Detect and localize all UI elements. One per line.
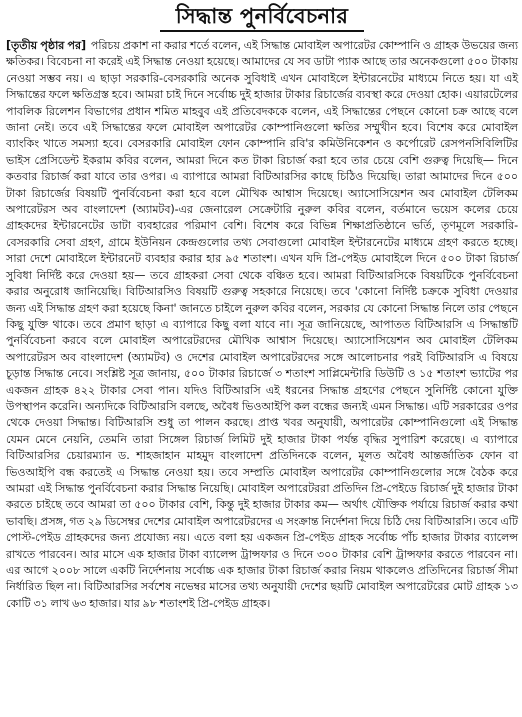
headline: সিদ্ধান্ত পুনর্বিবেচনার: [160, 4, 365, 32]
headline-container: [6, 0, 518, 32]
article-paragraph: পরিচয় প্রকাশ না করার শর্তে বলেন, এই সিদ্ধান্ত মোবাইল অপারেটর কোম্পানি ও গ্রাহক উভয়ের জন্য ক্ষতিকর। বিবেচনা না করেই এই সিদ্ধান্ত নেওয়া হয়েছে। আমাদের যে সব ডাটা প্যাক আছে তার অনেকগুলো ৫০০ টাকায় নেওয়া সম্ভব নয়। এ ছাড়া সরকারি-বেসরকারি অনেক সুবিধাই এখন মোবাইলে ইন্টারনেটের মাধ্যমে নিতে হয়। যা এই সিদ্ধান্তের ফলে ক্ষতিগ্রস্ত হবে। আমরা চাই দিনে সর্বোচ্চ দুই হাজার টাকার রিচার্জের ব্যবস্থা করে দেওয়া হোক। এয়ারটেলের পাবলিক রিলেশন বিভাগের প্রধান শমিত মাহবুব এই প্রতিবেদককে বলেন, এই সিদ্ধান্তের পেছনে কোনো চক্র আছে বলে জানা নেই। তবে এই সিদ্ধান্তের ফলে মোবাইল অপারেটর কোম্পানিগুলো ক্ষতির সম্মুখীন হবে। বিশেষ করে মোবাইল ব্যাংকিং খাতে সমস্যা হবে। বেসরকারি মোবাইল ফোন কোম্পানি রবি'র কমিউনিকেশন ও কর্পোরেট রেসপনসিবিলিটির ভাইস প্রেসিডেন্ট ইকরাম কবির বলেন, আমরা দিনে কত টাকা রিচার্জ করা হবে তার চেয়ে বেশি গুরুত্ব দিয়েছি— দিনে কতবার রিচার্জ করা যাবে তার ওপর। এ ব্যাপারে আমরা বিটিআরসির কাছে চিঠিও দিয়েছি। তারা আমাদের দিনে ৫০০ টাকা রিচার্জের বিষয়টি পুনর্বিবেচনা করা হবে বলে মৌখিক আশ্বাস দিয়েছে। অ্যাসোসিয়েশন অব মোবাইল টেলিকম অপারেটরস অব বাংলাদেশ (অ্যামটব)-এর জেনারেল সেক্রেটারি নুরুল কবির বলেন, বর্তমানে ভয়েস কলের চেয়ে গ্রাহকদের ইন্টারনেটের ডাটা ব্যবহারের পরিমাণ বেশি। বিশেষ করে বিভিন্ন শিক্ষাপ্রতিষ্ঠানে ভর্তি, তৃণমূলে সরকারি-বেসরকারি সেবা গ্রহণ, গ্রামে ইউনিয়ন কেন্দ্রগুলোর তথ্য সেবাগুলো মোবাইল ইন্টারনেটের মাধ্যমে গ্রহণ করতে হচ্ছে। সারা দেশে মোবাইলে ইন্টারনেট ব্যবহার করার হার ৯৫ শতাংশ। এখন যদি প্রি-পেইড মোবাইলে দিনে ৫০০ টাকা রিচার্জ সুবিধা নির্দিষ্ট করে দেওয়া হয়— তবে গ্রাহকরা সেবা থেকে বঞ্চিত হবে। আমরা বিটিআরসিকে বিষয়টিকে পুনর্বিবেচনা করার অনুরোধ জানিয়েছি। বিটিআরসিও বিষয়টি গুরুত্ব সহকারে নিয়েছে। তবে 'কোনো নির্দিষ্ট চক্রকে সুবিধা দেওয়ার জন্য এই সিদ্ধান্ত গ্রহণ করা হয়েছে কিনা' জানতে চাইলে নুরুল কবির বলেন, সরকার যে কোনো সিদ্ধান্ত নিলে তার পেছনে কিছু যুক্তি থাকে। তবে প্রমাণ ছাড়া এ ব্যাপারে কিছু বলা যাবে না। সূত্র জানিয়েছে, আপাতত বিটিআরসি এ সিদ্ধান্তটি পুনর্বিবেচনা করবে বলে মোবাইল অপারেটরদের মৌখিক আশ্বাস দিয়েছে। অ্যাসোসিয়েশন অব মোবাইল টেলিকম অপারেটরস অব বাংলাদেশ (অ্যামটব) ও দেশের মোবাইল অপারেটরদের সঙ্গে আলোচনার পরই বিটিআরসি এ বিষয়ে চূড়ান্ত সিদ্ধান্ত নেবে। সংশ্লিষ্ট সূত্র জানায়, ৫০০ টাকার রিচার্জে ৩ শতাংশ সাপ্লিমেন্টারি ডিউটি ও ১৫ শতাংশ ভ্যাটের পর একজন গ্রাহক ৪২২ টাকার সেবা পান। যদিও বিটিআরসি এই ধরনের সিদ্ধান্ত গ্রহণের পেছনে সুনির্দিষ্ট কোনো যুক্তি উপস্থাপন করেনি। অন্যদিকে বিটিআরসি বলছে, অবৈধ ভিওআইপি কল বন্ধের জন্যই এমন সিদ্ধান্ত। এটি সরকারের ওপর থেকে দেওয়া সিদ্ধান্ত। বিটিআরসি শুধু তা পালন করছে। প্রাপ্ত খবর অনুযায়ী, অপারেটর কোম্পানিগুলো এই সিদ্ধান্ত যেমন মেনে নেয়নি, তেমনি তারা সিঙ্গেল রিচার্জ লিমিট দুই হাজার টাকা পর্যন্ত বৃদ্ধির সুপারিশ করেছে। এ ব্যাপারে বিটিআরসির চেয়ারম্যান ড. শাহজাহান মাহমুদ বাংলাদেশ প্রতিদিনকে বলেন, মূলত অবৈধ আন্তর্জাতিক ফোন বা ভিওআইপি বন্ধ করতেই এ সিদ্ধান্ত নেওয়া হয়। তবে সম্প্রতি মোবাইল অপারেটর কোম্পানিগুলোর সঙ্গে বৈঠক করে আমরা এই সিদ্ধান্ত পুনর্বিবেচনা করার সিদ্ধান্ত নিয়েছি। মোবাইল অপারেটররা প্রতিদিন প্রি-পেইডে রিচার্জ দুই হাজার টাকা করতে চাইছে তবে আমরা তা ৫০০ টাকার বেশি, কিন্তু দুই হাজার টাকার কম— অর্থাৎ যৌক্তিক পর্যায়ে রিচার্জ করার কথা ভাবছি। প্রসঙ্গ, গত ২৯ ডিসেম্বর দেশের মোবাইল অপারেটরদের এ সংক্রান্ত নির্দেশনা দিয়ে চিঠি দেয় বিটিআরসি। তবে এটি পোস্ট-পেইড গ্রাহকদের জন্য প্রযোজ্য নয়। এতে বলা হয় একজন প্রি-পেইড গ্রাহক সর্বোচ্চ পাঁচ হাজার টাকার ব্যালেন্স রাখতে পারবেন। আর মাসে এক হাজার টাকা ব্যালেন্স ট্রান্সফার ও দিনে ৩০০ টাকার বেশি ট্রান্সফার করতে পারবেন না। এর আগে ২০০৮ সালে একটি নির্দেশনায় সর্বোচ্চ এক হাজার টাকা রিচার্জ করার নিয়ম থাকলেও প্রতিদিনের রিচার্জ সীমা নির্ধারিত ছিল না। বিটিআরসির সর্বশেষ নভেম্বর মাসের তথ্য অনুযায়ী দেশের ছয়টি মোবাইল অপারেটরের মোট গ্রাহক ১৩ কোটি ৩১ লাখ ৬৩ হাজার। যার ৯৮ শতাংশই প্রি-পেইড গ্রাহক।: [6, 39, 519, 610]
continued-from-label: [তৃতীয় পৃষ্ঠার পর]: [6, 39, 86, 52]
article-body: [6, 38, 518, 612]
